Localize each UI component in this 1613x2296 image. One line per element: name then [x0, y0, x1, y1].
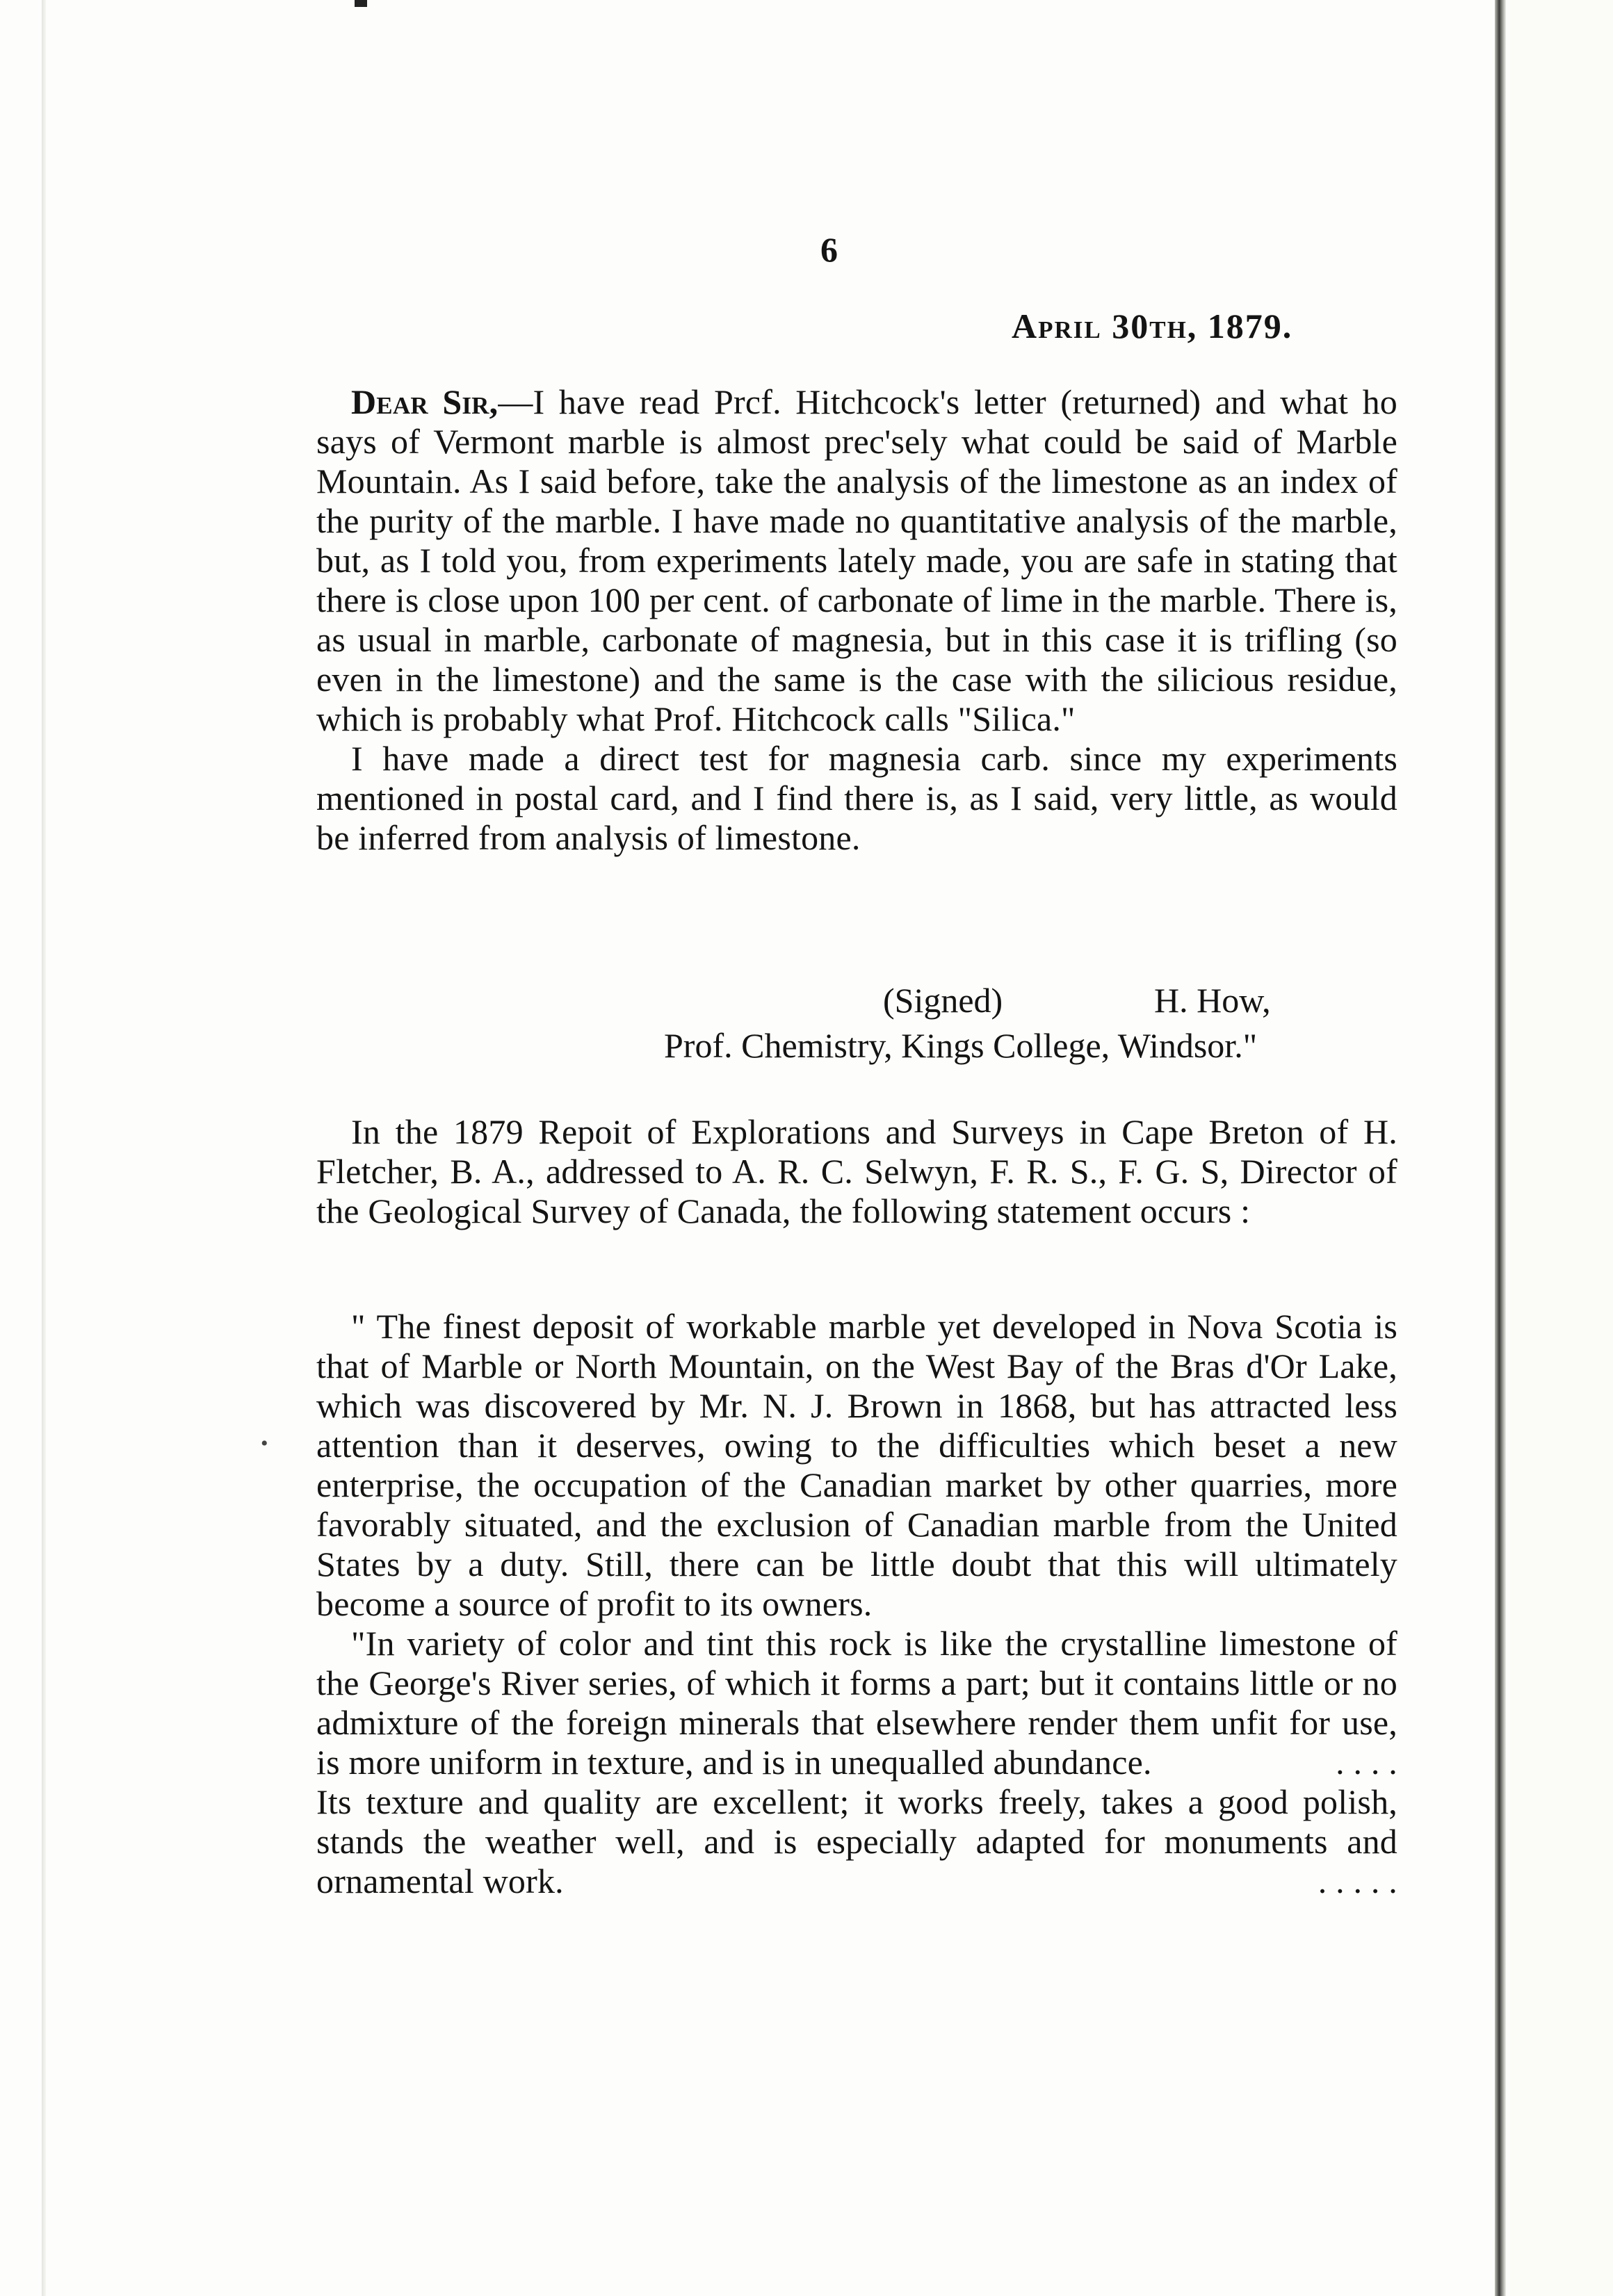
- signer-title: Prof. Chemistry, Kings College, Windsor.": [664, 1026, 1258, 1065]
- report-intro: In the 1879 Repoit of Explorations and Surveys in Cape Breton of H. Fletcher, B. A., addressed to A. R. C. Selwyn, F. R. S., F. G. S, Director of the Geological Survey of Canada, the following statement occurs :: [316, 1112, 1397, 1230]
- signed-label: (Signed): [883, 981, 1003, 1020]
- quote-paragraph-1: " The finest deposit of workable marble yet developed in Nova Scotia is that of Marble or North Mountain, on the West Bay of the Bras d'Or Lake, which was discovered by Mr. N. J. Brown in 1868, but has attracted less attention than it deserves, owing to the difficulties which beset a new enterprise, the occupation of the Canadian market by other quarries, more favorably situated, and the exclusion of Canadian marble from the United States by a duty. Still, there can be little doubt that this will ultimately become a source of profit to its owners.: [316, 1307, 1397, 1623]
- stray-dot: •: [261, 1432, 268, 1455]
- signer-name: H. How,: [1154, 981, 1271, 1020]
- quote-paragraph-2-text: "In variety of color and tint this rock is like the crystalline limestone of the George's River series, of which it forms a part; but it contains little or no admixture of the foreign minerals that elsewhere render them unfit for use, is more uniform in texture, and is in unequalled abundance.: [316, 1624, 1397, 1782]
- ellipsis-2: . . . . .: [1318, 1862, 1397, 1900]
- page-edge-left: [42, 0, 46, 2296]
- quote-paragraph-3: [316, 1782, 1397, 1901]
- page-number: 6: [820, 230, 838, 269]
- salutation: Dear Sir,: [351, 382, 499, 421]
- facing-page-strip: [1510, 0, 1613, 2296]
- report-intro-block: [316, 1112, 1397, 1231]
- letter-paragraph-1: [316, 382, 1397, 739]
- letter-body: [316, 382, 1397, 858]
- quote-paragraph-2: [316, 1624, 1397, 1782]
- report-quote-block: [316, 1307, 1397, 1901]
- signature-line: [883, 980, 1370, 1020]
- letter-paragraph-2: I have made a direct test for magnesia carb. since my experiments mentioned in postal card, and I find there is, as I said, very little, as would be inferred from analysis of limestone.: [316, 739, 1397, 857]
- page-gutter-shadow: [1495, 0, 1506, 2296]
- ellipsis-1: . . . .: [1336, 1743, 1397, 1782]
- letter-date: April 30th, 1879.: [1012, 307, 1293, 345]
- letter-paragraph-1-text: —I have read Prcf. Hitchcock's letter (returned) and what ho says of Vermont marble is almost prec'sely what could be said of Marble Mountain. As I said before, take the analysis of the limestone as an index of the purity of the marble. I have made no quantitative analysis of the marble, but, as I told you, from experiments lately made, you are safe in stating that there is close upon 100 per cent. of carbonate of lime in the marble. There is, as usual in marble, carbonate of magnesia, but in this case it is trifling (so even in the limestone) and the same is the case with the silicious residue, which is probably what Prof. Hitchcock calls "Silica.": [316, 382, 1398, 738]
- quote-paragraph-3-text: Its texture and quality are excellent; it works freely, takes a good polish, stands the weather well, and is especially adapted for monuments and ornamental work.: [316, 1782, 1397, 1900]
- scan-mark: [355, 0, 367, 7]
